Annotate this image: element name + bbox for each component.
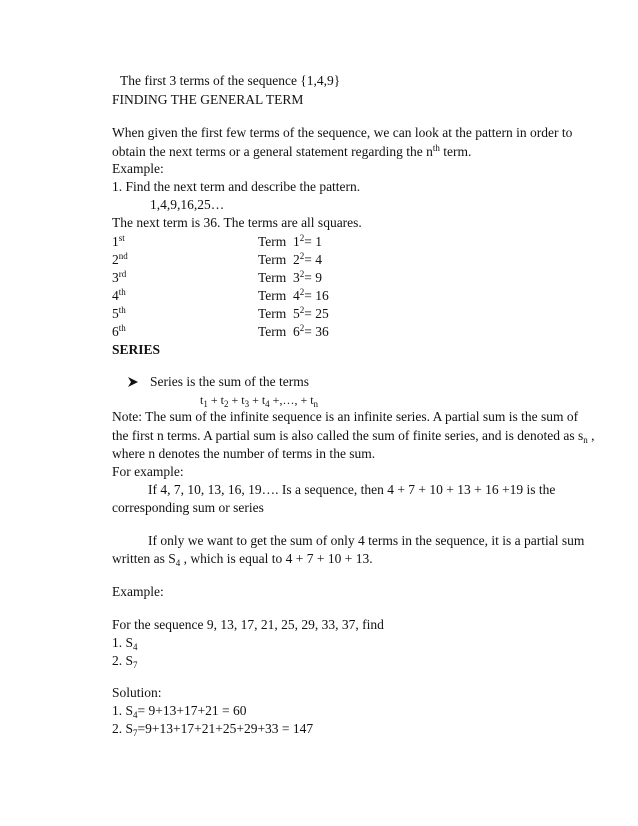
solution-line-1: 1. $S_4= 9+13+17+21 = 60$ — [112, 703, 247, 720]
solution-line-2: 2. $S_7=9+13+17+21+25+29+33 = 147$ — [112, 721, 314, 738]
note-line-1: Note: The sum of the infinite sequence is an infinite series. A partial sum is the sum of — [112, 409, 579, 424]
example-sequence-line-2: corresponding sum or series — [112, 500, 264, 515]
note-line-3: where n denotes the number of terms in the sum. — [112, 446, 376, 461]
example-label: Example: — [112, 161, 164, 176]
bullet-series-definition: Series is the sum of the terms — [150, 374, 309, 389]
for-example-label: For example: — [112, 464, 184, 479]
example-sequence-line-1: If 4, 7, 10, 13, 16, 19…. Is a sequence, then 4 + 7 + 10 + 13 + 16 +19 is the — [148, 482, 556, 497]
list-item: 2. $S_7$ — [112, 653, 138, 670]
heading-series: SERIES — [112, 342, 161, 357]
arrow-bullet-icon — [127, 376, 139, 391]
paragraph-line-1: When given the first few terms of the sequence, we can look at the pattern in order to — [112, 125, 573, 140]
answer-line: The next term is 36. The terms are all squares. — [112, 215, 362, 230]
term-row: 6th Term $6^2= 36$ — [112, 323, 329, 339]
list-item: 1. $S_4$ — [112, 635, 138, 652]
series-formula: $t_1 + t_2 + t_3 + t_4$ +,…, + $t_n$ — [200, 393, 319, 409]
term-row: 1st Term $1^2= 1$ — [112, 233, 323, 249]
partial-sum-line-1: If only we want to get the sum of only 4 terms in the sequence, it is a partial sum — [148, 533, 585, 548]
term-row: 4th Term $4^2= 16$ — [112, 287, 329, 303]
partial-sum-line-2: written as $S_4$ , which is equal to 4 + 7 + 10 + 13. — [112, 551, 373, 568]
sequence-line: 1,4,9,16,25… — [150, 197, 225, 212]
sequence-prompt: For the sequence 9, 13, 17, 21, 25, 29, 33, 37, find — [112, 617, 384, 632]
paragraph-line-2: obtain the next terms or a general statement regarding the $n^{th}$ term. — [112, 143, 472, 159]
question-1: 1. Find the next term and describe the pattern. — [112, 179, 361, 194]
term-row: 5th Term $5^2= 25$ — [112, 305, 329, 321]
intro-line: The first 3 terms of the sequence {1,4,9} — [120, 73, 341, 88]
heading-finding-general-term: FINDING THE GENERAL TERM — [112, 92, 304, 107]
note-line-2: the first n terms. A partial sum is also called the sum of finite series, and is denoted as $s_n$ , — [112, 428, 595, 445]
term-row: 3rd Term $3^2= 9$ — [112, 269, 323, 285]
example-label-2: Example: — [112, 584, 164, 599]
term-row: 2nd Term $2^2= 4$ — [112, 251, 323, 267]
solution-label: Solution: — [112, 685, 162, 700]
